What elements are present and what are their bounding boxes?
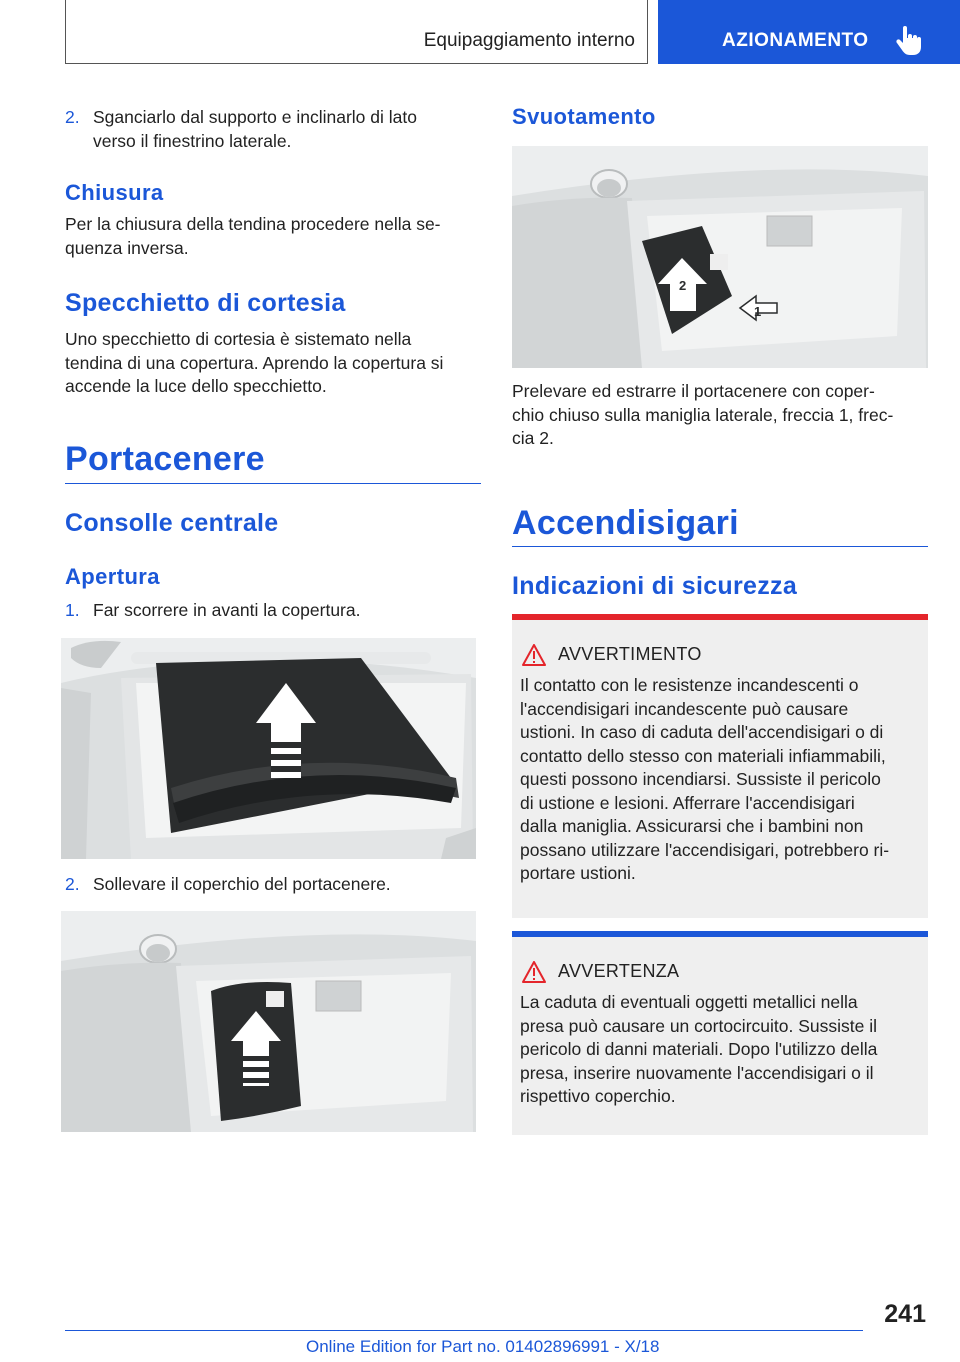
- text-line: La caduta di eventuali oggetti metallici nella: [520, 992, 858, 1012]
- text-line: chio chiuso sulla maniglia laterale, freccia 1, frec-: [512, 404, 894, 425]
- warning-box: [512, 614, 928, 918]
- header-chapter-tab[interactable]: [658, 0, 960, 64]
- warning-bar: [512, 614, 928, 620]
- ashtray-cover-illustration: [61, 638, 476, 859]
- text-line: Prelevare ed estrarre il portacenere con coper-: [512, 381, 875, 401]
- text-line: presa, inserire nuovamente l'accendisigari o il: [520, 1062, 874, 1083]
- text-line: Il contatto con le resistenze incandescenti o: [520, 675, 859, 695]
- heading-rule: [512, 546, 928, 547]
- text-line: tendina di una copertura. Aprendo la copertura si: [65, 352, 444, 373]
- caution-bar: [512, 931, 928, 937]
- text-line: questi possono incendiarsi. Sussiste il pericolo: [520, 769, 881, 789]
- text-line: presa può causare un cortocircuito. Sussiste il: [520, 1015, 877, 1036]
- text-line: Uno specchietto di cortesia è sistemato nella: [65, 329, 412, 349]
- step-1-slide: [65, 599, 481, 623]
- text-line: ustioni. In caso di caduta dell'accendisigari o di: [520, 722, 884, 742]
- warning-title: AVVERTIMENTO: [558, 644, 702, 664]
- text-line: pericolo di danni materiali. Dopo l'utilizzo della: [520, 1039, 878, 1059]
- header-section-tab: [65, 0, 648, 64]
- paragraph-emptying: [512, 380, 932, 451]
- heading-safety: Indicazioni di sicurezza: [512, 572, 798, 600]
- heading-lighter: Accendisigari: [512, 504, 739, 542]
- arrow-label-1: 1: [754, 304, 762, 319]
- ashtray-cover-photo: [61, 638, 476, 859]
- arrow-label-2: 2: [679, 278, 687, 293]
- warning-triangle-icon: [522, 644, 546, 666]
- step-number: 2.: [65, 874, 80, 894]
- ashtray-lid-photo: [61, 911, 476, 1132]
- heading-emptying: Svuotamento: [512, 104, 656, 129]
- step-2-lift: [65, 873, 481, 897]
- text-line: cia 2.: [512, 428, 554, 448]
- ashtray-emptying-photo: [512, 146, 928, 368]
- caution-title: AVVERTENZA: [558, 961, 680, 981]
- page-number: 241: [884, 1300, 926, 1328]
- ashtray-emptying-illustration: [512, 146, 928, 368]
- step-text: Sollevare il coperchio del portacenere.: [93, 874, 391, 894]
- text-line: di ustione e lesioni. Afferrare l'accendisigari: [520, 792, 855, 813]
- text-line: quenza inversa.: [65, 237, 189, 258]
- heading-ashtray: Portacenere: [65, 440, 265, 478]
- heading-chiusura: Chiusura: [65, 180, 164, 205]
- text-line: portare ustioni.: [520, 863, 636, 883]
- text-line: dalla maniglia. Assicurarsi che i bambini non: [520, 816, 864, 836]
- caution-text: [520, 991, 925, 1109]
- text-line: Per la chiusura della tendina procedere nella se-: [65, 214, 441, 234]
- warning-text: [520, 674, 925, 886]
- step-number: 1.: [65, 600, 80, 620]
- step-2-unhook: [65, 106, 481, 156]
- paragraph-mirror: [65, 328, 485, 399]
- text-line: contatto dello stesso con materiali infiammabili,: [520, 745, 886, 766]
- warning-triangle-icon: [522, 961, 546, 983]
- heading-opening: Apertura: [65, 564, 160, 589]
- text-line: l'accendisigari incandescente può causare: [520, 698, 849, 719]
- text-line: accende la luce dello specchietto.: [65, 376, 327, 396]
- text-line: possano utilizzare l'accendisigari, potrebbero ri-: [520, 839, 890, 860]
- step-number: 2.: [65, 107, 80, 127]
- heading-console: Consolle centrale: [65, 509, 279, 537]
- footer-edition: Online Edition for Part no. 01402896991 - X/18: [306, 1337, 660, 1356]
- section-title: Equipaggiamento interno: [423, 30, 635, 51]
- ashtray-lid-illustration: [61, 911, 476, 1132]
- heading-mirror: Specchietto di cortesia: [65, 289, 346, 317]
- caution-box: [512, 931, 928, 1135]
- chapter-title: AZIONAMENTO: [722, 30, 869, 51]
- footer-rule: [65, 1330, 863, 1331]
- pointing-hand-icon: [896, 26, 922, 56]
- text-line: rispettivo coperchio.: [520, 1086, 676, 1106]
- step-text: Far scorrere in avanti la copertura.: [93, 600, 361, 620]
- paragraph-chiusura: [65, 213, 481, 260]
- heading-rule: [65, 483, 481, 484]
- step-text-line: Sganciarlo dal supporto e inclinarlo di lato: [93, 107, 417, 127]
- step-text-line: verso il finestrino laterale.: [93, 130, 292, 151]
